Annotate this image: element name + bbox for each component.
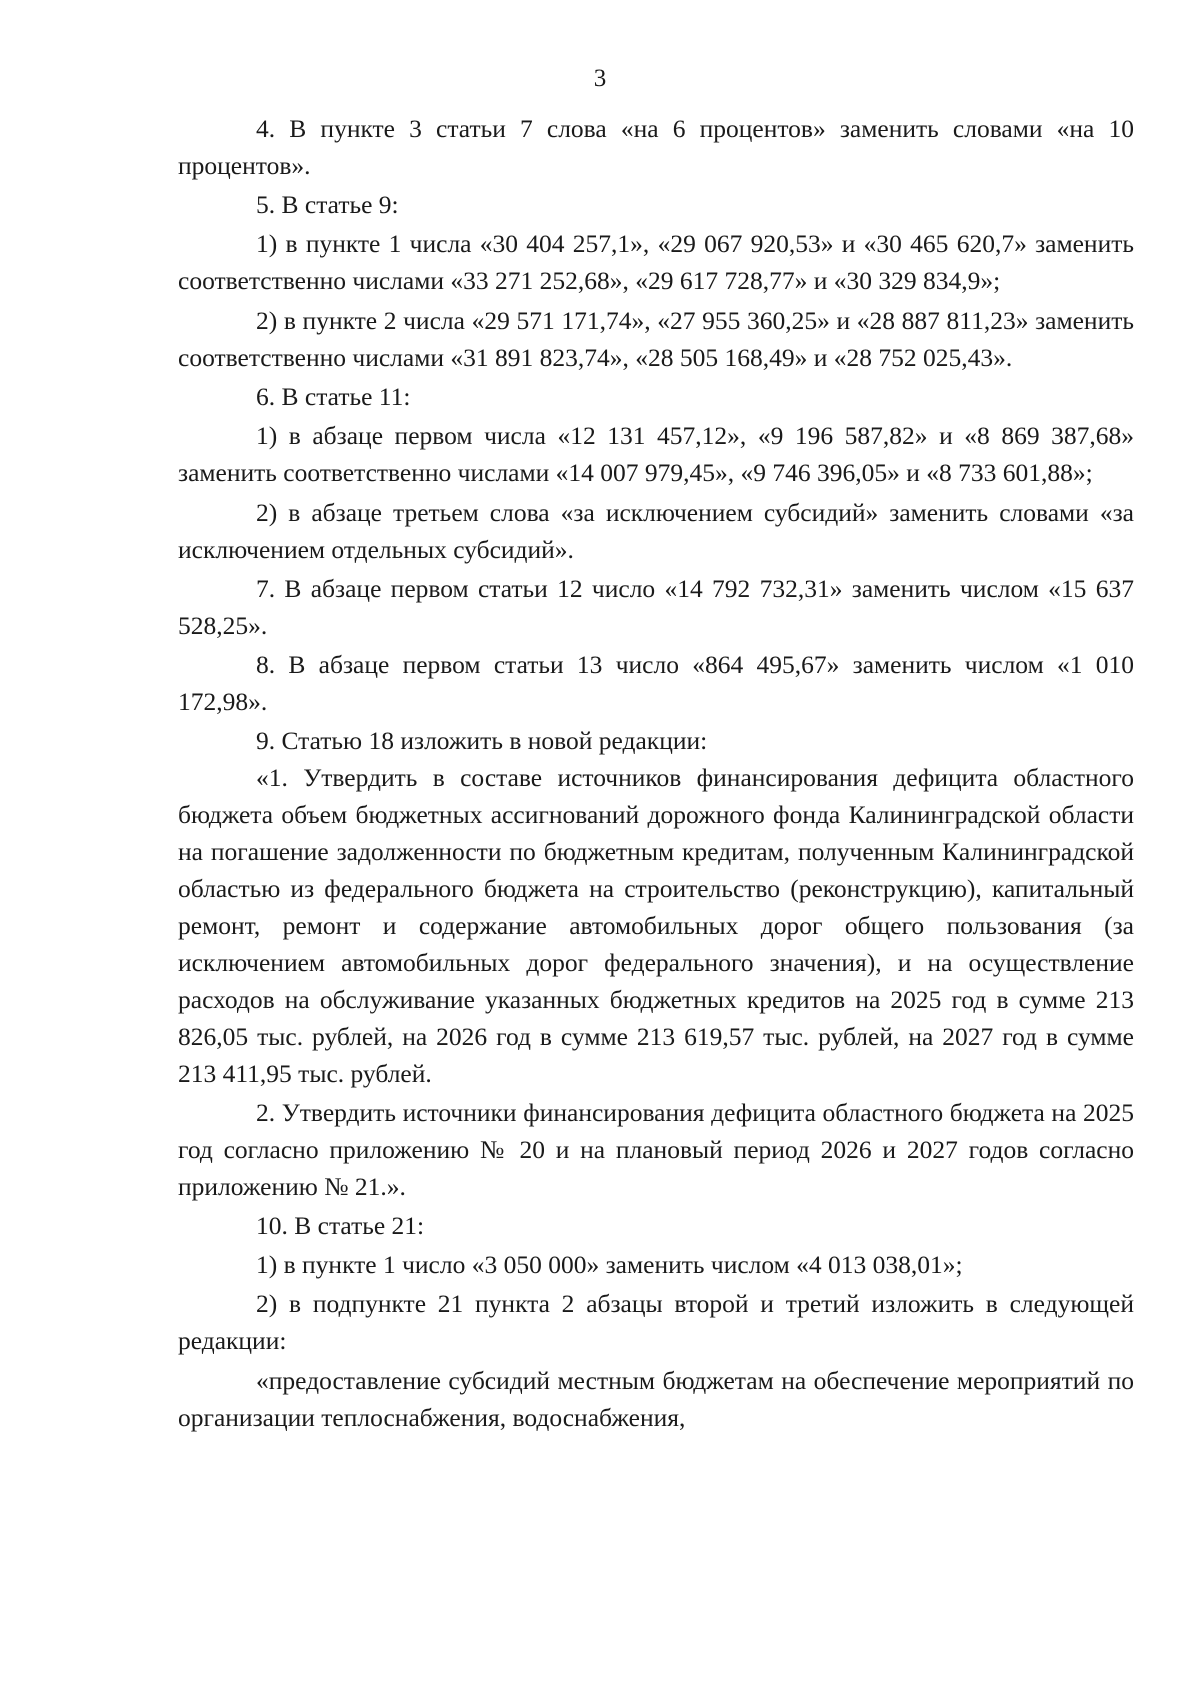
paragraph-item-5-header: 5. В статье 9: [256, 190, 399, 219]
paragraph-item-9-header: 9. Статью 18 изложить в новой редакции: [256, 726, 708, 755]
paragraph-item-10-header: 10. В статье 21: [256, 1211, 425, 1240]
paragraph-item-7: 7. В абзаце первом статьи 12 число «14 792 732,31» заменить числом «15 637 528,25». [178, 574, 1134, 640]
paragraph-item-5-1: 1) в пункте 1 числа «30 404 257,1», «29 067 920,53» и «30 465 620,7» заменить соответственно числами «33 271 252,68», «29 617 728,77» и «30 329 834,9»; [178, 229, 1134, 295]
paragraph-item-6-header: 6. В статье 11: [256, 382, 411, 411]
paragraph-article-18-part-2: 2. Утвердить источники финансирования дефицита областного бюджета на 2025 год согласно приложению № 20 и на плановый период 2026 и 2027 годов согласно приложению № 21.». [178, 1098, 1134, 1201]
paragraph-item-8: 8. В абзаце первом статьи 13 число «864 495,67» заменить числом «1 010 172,98». [178, 650, 1134, 716]
document-body [178, 110, 1134, 1436]
paragraph-item-10-2: 2) в подпункте 21 пункта 2 абзацы второй и третий изложить в следующей редакции: [178, 1289, 1134, 1355]
paragraph-item-6-2: 2) в абзаце третьем слова «за исключением субсидий» заменить словами «за исключением отдельных субсидий». [178, 498, 1134, 564]
paragraph-item-6-1: 1) в абзаце первом числа «12 131 457,12», «9 196 587,82» и «8 869 387,68» заменить соответственно числами «14 007 979,45», «9 746 396,05» и «8 733 601,88»; [178, 421, 1134, 487]
paragraph-item-10-1: 1) в пункте 1 число «3 050 000» заменить числом «4 013 038,01»; [256, 1250, 963, 1279]
page-number: 3 [593, 65, 607, 92]
paragraph-item-4: 4. В пункте 3 статьи 7 слова «на 6 процентов» заменить словами «на 10 процентов». [178, 114, 1134, 180]
paragraph-article-18-part-1: «1. Утвердить в составе источников финансирования дефицита областного бюджета объем бюджетных ассигнований дорожного фонда Калининградской области на погашение задолженности по бюджетным кредитам, полученным Калининградской областью из федерального бюджета на строительство (реконструкцию), капитальный ремонт, ремонт и содержание автомобильных дорог общего пользования (за исключением автомобильных дорог федерального значения), и на осуществление расходов на обслуживание указанных бюджетных кредитов на 2025 год в сумме 213 826,05 тыс. рублей, на 2026 год в сумме 213 619,57 тыс. рублей, на 2027 год в сумме 213 411,95 тыс. рублей. [178, 763, 1134, 1088]
paragraph-item-5-2: 2) в пункте 2 числа «29 571 171,74», «27 955 360,25» и «28 887 811,23» заменить соответственно числами «31 891 823,74», «28 505 168,49» и «28 752 025,43». [178, 306, 1134, 372]
paragraph-quoted-text: «предоставление субсидий местным бюджетам на обеспечение мероприятий по организации теплоснабжения, водоснабжения, [178, 1366, 1134, 1432]
